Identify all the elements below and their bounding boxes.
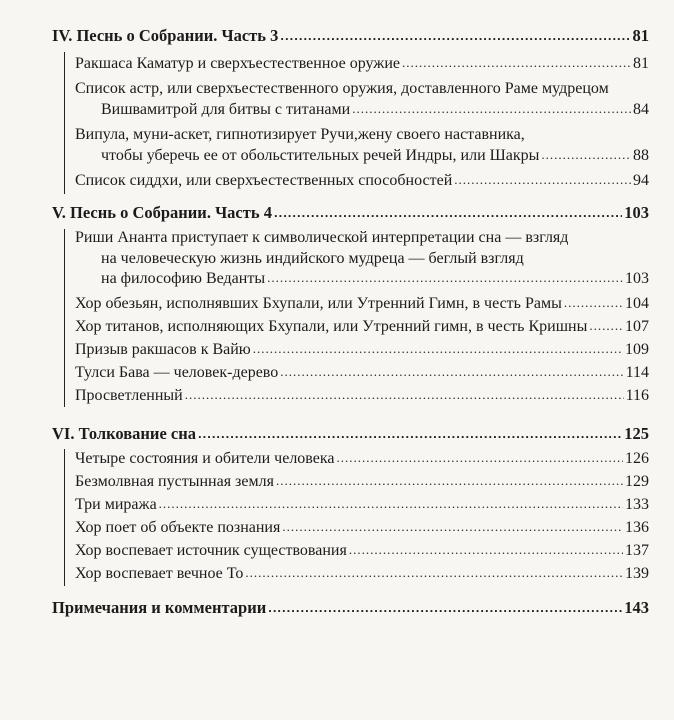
- dot-leader: [564, 296, 623, 309]
- toc-section-v[interactable]: [52, 203, 649, 223]
- item-page-number: 114: [625, 364, 649, 381]
- toc-item[interactable]: [75, 341, 649, 359]
- dot-leader: [198, 427, 622, 440]
- dot-leader: [276, 474, 623, 487]
- notes-page-number: 143: [624, 598, 649, 617]
- dot-leader: [274, 206, 622, 219]
- item-title: Хор воспевает вечное То: [75, 565, 244, 582]
- item-page-number: 133: [625, 496, 649, 513]
- item-title: Четыре состояния и обители человека: [75, 450, 335, 467]
- item-title: Хор воспевает источник существования: [75, 542, 347, 559]
- toc-section-iv[interactable]: [52, 26, 649, 46]
- dot-leader: [245, 566, 623, 579]
- dot-leader: [267, 271, 623, 284]
- dot-leader: [589, 319, 623, 332]
- item-page-number: 88: [633, 147, 649, 164]
- item-title-line-1: Риши Ананта приступает к символической интерпретации сна — взгляд: [75, 229, 569, 246]
- toc-item[interactable]: [75, 473, 649, 491]
- dot-leader: [280, 365, 623, 378]
- dot-leader: [159, 497, 623, 510]
- dot-leader: [349, 543, 623, 556]
- section-bracket: [64, 229, 65, 407]
- toc-item[interactable]: [75, 450, 649, 468]
- item-title: Просветленный: [75, 387, 183, 404]
- item-title: Три миража: [75, 496, 157, 513]
- section-title: V. Песнь о Собрании. Часть 4: [52, 203, 272, 222]
- item-title-line-1: Список астр, или сверхъестественного оружия, доставленного Раме мудрецом: [75, 80, 609, 97]
- dot-leader: [541, 148, 631, 161]
- item-title: Хор обезьян, исполнявших Бхупали, или Утренний Гимн, в честь Рамы: [75, 295, 562, 312]
- dot-leader: [185, 388, 624, 401]
- toc-item[interactable]: [75, 519, 649, 537]
- toc-item[interactable]: [75, 565, 649, 583]
- item-title: Призыв ракшасов к Вайю: [75, 341, 251, 358]
- toc-item[interactable]: [101, 101, 649, 119]
- item-page-number: 109: [625, 341, 649, 358]
- toc-item[interactable]: [75, 364, 649, 382]
- dot-leader: [268, 601, 622, 614]
- item-title: Тулси Бава — человек-дерево: [75, 364, 279, 381]
- item-title: Хор поет об объекте познания: [75, 519, 281, 536]
- item-page-number: 137: [625, 542, 649, 559]
- item-page-number: 104: [625, 295, 649, 312]
- dot-leader: [253, 342, 623, 355]
- item-page-number: 139: [625, 565, 649, 582]
- item-page-number: 84: [633, 101, 649, 118]
- item-page-number: 136: [625, 519, 649, 536]
- item-title: Безмолвная пустынная земля: [75, 473, 274, 490]
- item-title: Хор титанов, исполняющих Бхупали, или Утренний гимн, в честь Кришны: [75, 318, 588, 335]
- dot-leader: [402, 56, 631, 69]
- toc-item[interactable]: [75, 172, 649, 190]
- dot-leader: [352, 102, 631, 115]
- section-title: IV. Песнь о Собрании. Часть 3: [52, 26, 279, 45]
- item-title-line-2: чтобы уберечь ее от обольстительных речей Индры, или Шакры: [101, 147, 540, 164]
- notes-title: Примечания и комментарии: [52, 598, 267, 617]
- item-title-line-2: на человеческую жизнь индийского мудреца — беглый взгляд: [101, 250, 524, 267]
- toc-section-vi[interactable]: [52, 424, 649, 444]
- toc-notes[interactable]: [52, 598, 649, 618]
- item-title: Список сиддхи, или сверхъестественных способностей: [75, 172, 453, 189]
- section-page-number: 81: [632, 26, 649, 45]
- dot-leader: [454, 173, 631, 186]
- toc-item[interactable]: [75, 55, 649, 73]
- item-page-number: 81: [633, 55, 649, 72]
- section-bracket: [64, 449, 65, 586]
- dot-leader: [282, 520, 623, 533]
- toc-item[interactable]: [75, 542, 649, 560]
- dot-leader: [280, 29, 630, 42]
- section-page-number: 103: [624, 203, 649, 222]
- toc-item[interactable]: [75, 318, 649, 336]
- item-page-number: 107: [625, 318, 649, 335]
- item-page-number: 129: [625, 473, 649, 490]
- section-bracket: [64, 52, 65, 194]
- item-page-number: 126: [625, 450, 649, 467]
- section-page-number: 125: [624, 424, 649, 443]
- item-title-line-3: на философию Веданты: [101, 270, 266, 287]
- toc-item[interactable]: [75, 387, 649, 405]
- item-page-number: 94: [633, 172, 649, 189]
- section-title: VI. Толкование сна: [52, 424, 196, 443]
- item-title-line-1: Випула, муни-аскет, гипнотизирует Ручи,жену своего наставника,: [75, 126, 525, 143]
- item-page-number: 116: [625, 387, 649, 404]
- toc-item[interactable]: [101, 147, 649, 165]
- item-page-number: 103: [625, 270, 649, 287]
- toc-item[interactable]: [101, 270, 649, 288]
- toc-item[interactable]: [75, 295, 649, 313]
- item-title-line-2: Вишвамитрой для битвы с титанами: [101, 101, 351, 118]
- item-title: Ракшаса Каматур и сверхъестественное оружие: [75, 55, 400, 72]
- dot-leader: [337, 451, 624, 464]
- toc-item[interactable]: [75, 496, 649, 514]
